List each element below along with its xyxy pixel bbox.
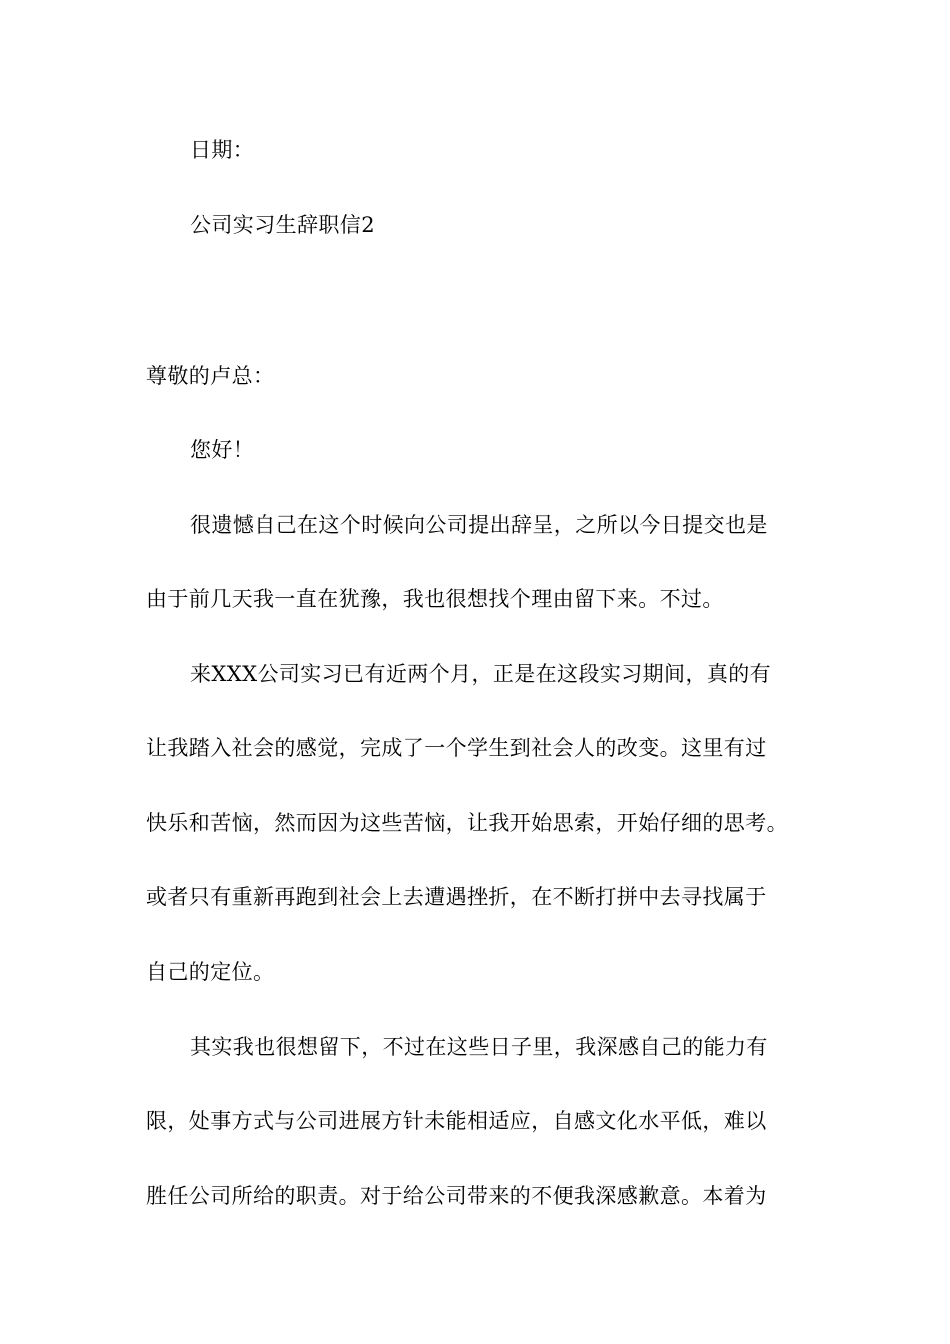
body-line-9: 限，处事方式与公司进展方针未能相适应，自感文化水平低，难以 <box>146 1109 767 1133</box>
date-label: 日期： <box>190 138 255 162</box>
salutation: 尊敬的卢总： <box>146 364 275 388</box>
body-line-8: 其实我也很想留下，不过在这些日子里，我深感自己的能力有 <box>190 1035 768 1059</box>
body-line-3: 来XXX公司实习已有近两个月，正是在这段实习期间，真的有 <box>190 662 772 686</box>
body-line-2: 由于前几天我一直在犹豫，我也很想找个理由留下来。不过。 <box>146 587 724 611</box>
body-line-4: 让我踏入社会的感觉，完成了一个学生到社会人的改变。这里有过 <box>146 736 767 760</box>
greeting: 您好！ <box>190 438 255 462</box>
body-line-1: 很遗憾自己在这个时候向公司提出辞呈，之所以今日提交也是 <box>190 513 768 537</box>
body-line-6: 或者只有重新再跑到社会上去遭遇挫折，在不断打拼中去寻找属于 <box>146 885 767 909</box>
body-line-7: 自己的定位。 <box>146 960 275 984</box>
body-line-5: 快乐和苦恼，然而因为这些苦恼，让我开始思索，开始仔细的思考。 <box>146 811 788 835</box>
body-line-10: 胜任公司所给的职责。对于给公司带来的不便我深感歉意。本着为 <box>146 1184 767 1208</box>
letter-title: 公司实习生辞职信2 <box>190 213 375 237</box>
